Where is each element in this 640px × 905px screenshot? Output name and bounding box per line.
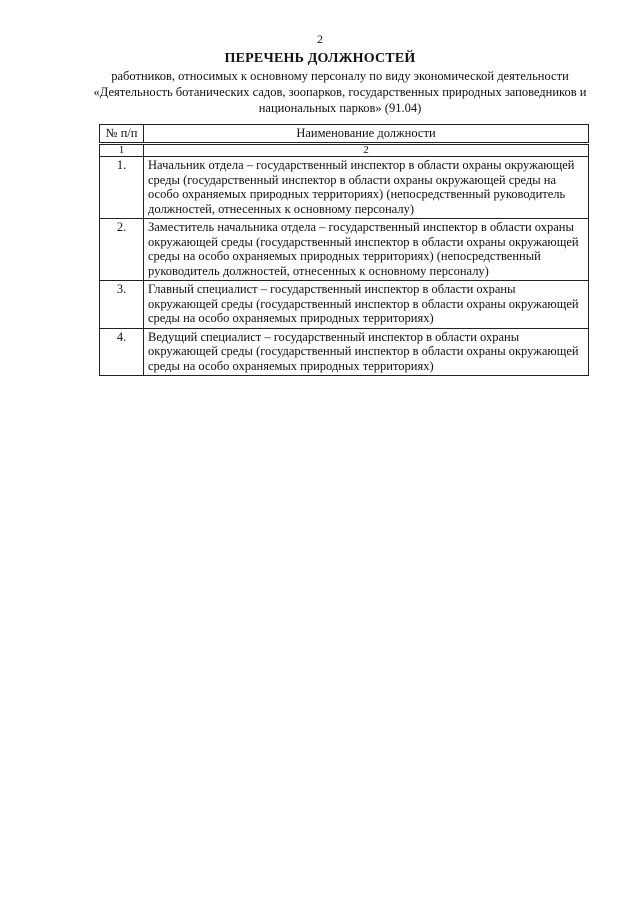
row-number: 3.	[100, 281, 144, 329]
position-name: Главный специалист – государственный инспектор в области охраны окружающей среды (государственный инспектор в области охраны окружающей среды на особо охраняемых природных территориях)	[144, 281, 589, 329]
document-title: ПЕРЕЧЕНЬ ДОЛЖНОСТЕЙ	[224, 51, 416, 66]
page-number: 2	[317, 32, 323, 46]
column-index-1: 1	[100, 144, 144, 157]
row-number: 2.	[100, 219, 144, 281]
positions-table	[99, 124, 589, 376]
table-row	[100, 157, 589, 219]
header-position-name: Наименование должности	[144, 125, 589, 144]
row-number: 4.	[100, 328, 144, 376]
table-header-row	[100, 125, 589, 144]
column-index-row	[100, 144, 589, 157]
table-row	[100, 328, 589, 376]
position-name: Ведущий специалист – государственный инспектор в области охраны окружающей среды (государственный инспектор в области охраны окружающей среды на особо охраняемых природных территориях)	[144, 328, 589, 376]
row-number: 1.	[100, 157, 144, 219]
table-row	[100, 219, 589, 281]
column-index-2: 2	[144, 144, 589, 157]
header-number: № п/п	[100, 125, 144, 144]
position-name: Заместитель начальника отдела – государственный инспектор в области охраны окружающей среды (государственный инспектор в области охраны окружающей среды на особо охраняемых природных территориях) (непосредственный руководитель должностей, отнесенных к основному персоналу)	[144, 219, 589, 281]
table-row	[100, 281, 589, 329]
document-subtitle: работников, относимых к основному персоналу по виду экономической деятельности «Деятельность ботанических садов, зоопарков, государственных природных заповедников и национальных парков» (91.04)	[93, 69, 587, 115]
position-name: Начальник отдела – государственный инспектор в области охраны окружающей среды (государственный инспектор в области охраны окружающей среды на особо охраняемых природных территориях) (непосредственный руководитель должностей, отнесенных к основному персоналу)	[144, 157, 589, 219]
